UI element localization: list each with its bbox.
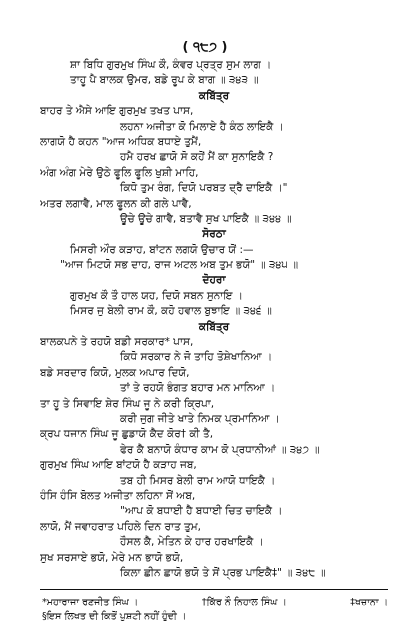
section-heading: ਸੋਰਠਾ: [202, 228, 226, 241]
verse-line: ਤਾਂ ਤੇ ਰਹਯੋ ਭੰਗਤ ਬਹਾਰ ਮਨ ਮਾਨਿਆ ।: [120, 382, 276, 395]
verse-line: "ਆਜ ਮਿਟਯੋ ਸਭ ਦਾਹ, ਰਾਜ ਅਟਲ ਅਬ ਤੁਮ ਭਯੋ" ॥ ੩੪੫ ॥: [60, 259, 299, 272]
section-heading: ਦੋਹਰਾ: [202, 274, 226, 287]
verse-line: ਅਤਰ ਲਗਾਵੈ, ਮਾਲ ਫੂਲਨ ਕੀ ਗਲੇ ਪਾਵੈ,: [40, 197, 192, 210]
verse-line: ਹੌਸਲ ਕੈ, ਮੇਤਿਨ ਕੇ ਹਾਰ ਹਰਖਾਇਕੈ ।: [120, 536, 264, 549]
verse-line: ਮਿਸਰੀ ਔਰ ਕੜਾਹ, ਬਾਂਟਨ ਲਗਯੋ ਉਚਾਰ ਯੋਂ :—: [70, 243, 254, 256]
verse-line: ਤਾ ਹੂ ਤੇ ਸਿਵਾਇ ਸ਼ੇਰ ਸਿੰਘ ਜੂ ਨੇ ਕਰੀ ਕ੍ਰਿਪਾ,: [40, 397, 215, 410]
verse-line: ਮਿਸਰ ਜੁ ਬੇਲੀ ਰਾਮ ਕੌ, ਕਹੋ ਹਵਾਲ ਬੁਝਾਇ ॥ ੩੪੬ ॥: [70, 305, 272, 318]
verse-line: ਫੇਰ ਕੈ ਬਨਾਯੋ ਕੰਧਾਰ ਕਾਮ ਕੋ ਪ੍ਰਧਾਨੀਆਂ ॥ ੩੪੭ ॥: [120, 443, 320, 456]
verse-line: ਕਿਲਾ ਛੀਨ ਛਾਯੋ ਭਯੋ ਤੇ ਸੋਂ ਪ੍ਰਭ ਪਾਇਕੈ‡" ॥ ੩੪੮ ॥: [120, 566, 326, 579]
footnote-kanwar: †ਕਿੱਰ ਨੌ ਨਿਹਾਲ ਸਿੰਘ ।: [201, 597, 287, 608]
footnote-divider: [40, 589, 388, 590]
verse-line: ਕ੍ਰਪ ਧਜਾਨ ਸਿੰਘ ਜੂ ਛੁਡਾਯੋ ਕੈਦ ਕੋਰ† ਕੀ ਤੈ,: [40, 428, 214, 441]
footnote-row: [42, 610, 388, 624]
verse-line: ਲਾਗਯੋ ਹੈ ਕਹਨ "ਆਜ ਅਧਿਕ ਬਧਾਏ ਤੁਮੈਂ,: [40, 135, 202, 148]
verse-line: ਬਡੇ ਸਰਦਾਰ ਕਿਯੋ, ਮੁਲਕ ਅਪਾਰ ਦਿਯੋ,: [40, 366, 190, 379]
verse-line: ਬਾਹਰ ਤੇ ਐਸੇ ਆਇ ਗੁਰਮੁਖ ਤਖਤ ਪਾਸ,: [40, 105, 194, 118]
verse-line: ਬਾਲਕਪਨੇ ਤੇ ਰਹਯੋ ਬਡੀ ਸਰਕਾਰ* ਪਾਸ,: [40, 336, 194, 349]
verse-line: ਤਾਹੂ ਪੈ ਬਾਲਕ ਉਮਰ, ਬਡੇ ਰੂਪ ਕੇ ਬਾਗ ॥ ੩੪੩ ॥: [70, 74, 259, 87]
section-heading: ਕਬਿੱਤ੍ਰ: [198, 320, 230, 333]
verse-line: ਲਹਨਾ ਅਜੀਤਾ ਕੋ ਮਿਲਾਏ ਹੈ ਕੰਠ ਲਾਇਕੈ ।: [120, 120, 284, 133]
verse-line: ਗੁਰਮੁਖ ਕੌ ਤੌ ਹਾਲ ਯਹ, ਦਿਯੋ ਸਬਨ ਸੁਨਾਇ ।: [70, 289, 243, 302]
verse-line: ਅੰਗ ਅੰਗ ਮੇਰੇ ਉਠੇ ਫੂਲਿ ਫੂਲਿ ਖੁਸ਼ੀ ਮਾਹਿ,: [40, 166, 199, 179]
verse-line: ਤਬ ਹੀ ਮਿਸਰ ਬੇਲੀ ਰਾਮ ਆਯੋ ਧਾਇਕੈ ।: [120, 474, 276, 487]
verse-line: ਊਚੇ ਊਚੇ ਗਾਵੈ, ਬਤਾਵੈ ਸੁਖ ਪਾਇਕੈ ॥ ੩੪੪ ॥: [120, 212, 292, 225]
page-number: ( ੧੮੭ ): [182, 40, 228, 55]
footnote-maharaja: *ਮਹਾਰਾਜਾ ਰਣਜੀਤ ਸਿੰਘ ।: [42, 597, 139, 608]
verse-line: ਹਮੈ ਹਰਖ ਛਾਯੋ ਸੋ ਕਹੋਂ ਮੈਂ ਕਾ ਸੁਨਾਇਕੈ ?: [120, 151, 274, 164]
verse-line: ਕਿਧੋ ਸਰਕਾਰ ਨੇ ਜੋ ਤਾਹਿ ਤੋਸ਼ੇਖਾਨਿਆ ।: [120, 351, 273, 364]
verse-line: ਕਿਧੋ ਤੁਮ ਰੰਗ, ਦਿਯੋ ਪਰਬਤ ਦ੍ਰੈ ਦਾਇਕੈ ।": [120, 182, 288, 195]
verse-line: ਹੰਸਿ ਹੰਸਿ ਬੋਲਤ ਅਜੀਤਾ ਲਹਿਨਾ ਸੋਂ ਅਬ,: [40, 489, 196, 502]
footnote-verification: §ਇਸ ਲਿਖਤ ਦੀ ਕਿਤੋਂ ਪੁਸ਼ਟੀ ਨਹੀਂ ਹੁੰਦੀ ।: [42, 611, 187, 622]
verse-line: ਗੁਰਮੁਖ ਸਿੰਘ ਆਇ ਬਾਂਟਯੋ ਹੈ ਕੜਾਹ ਜਬ,: [40, 459, 197, 472]
footnote-row: [42, 596, 388, 610]
verse-line: ਸ਼ਾ ਬਿਧਿ ਗੁਰਮੁਖ ਸਿੰਘ ਕੌ, ਕੰਵਰ ਪ੍ਰਤ੍ਰ ਸੁਮ ਲਾਗ ।: [70, 59, 272, 71]
footnote-treasury: ‡ਖਜ਼ਾਨਾ ।: [350, 597, 388, 608]
verse-line: ਸੁਖ ਸਰਸਾਏ ਭਯੋ, ਮੇਰੇ ਮਨ ਭਾਯੋ ਭਯੋ,: [40, 551, 184, 564]
section-heading: ਕਬਿੱਤ੍ਰ: [198, 89, 230, 102]
verse-line: "ਆਪ ਕੋ ਬਧਾਈ ਹੈ ਬਧਾਈ ਚਿਤ ਚਾਇਕੈ ।: [120, 505, 283, 518]
verse-line: ਕਰੀ ਜੁਗ ਜੀਤੇ ਖਾਤੇ ਨਿਮਕ ਪ੍ਰਮਾਨਿਆ ।: [120, 412, 280, 425]
verse-line: ਲਾਯੋ, ਮੈਂ ਜਵਾਹਰਾਤ ਪਹਿਲੇ ਦਿਨ ਰਾਤ ਤੁਮ,: [40, 520, 201, 533]
footnotes: [42, 596, 388, 624]
verse-text: [40, 58, 388, 581]
